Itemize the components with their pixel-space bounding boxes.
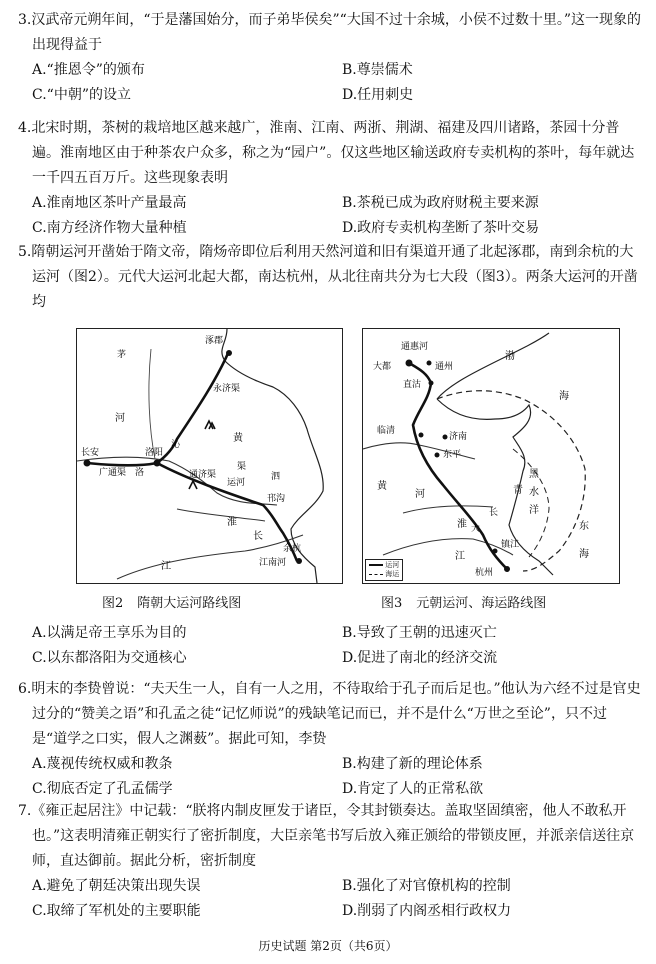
- question-stem: 7.《雍正起居注》中记载：“朕将内制皮匣发于诸臣，令其封锁奏达。盖取坚固缜密，他人不敢私开也。”这表明清雍正朝实行了密折制度，大臣亲笔书写后放入雍正颁给的带锁皮匣，并派亲信送往京师，直达御前。据此分析，密折制度: [18, 803, 635, 869]
- city-yuhang: [296, 558, 302, 564]
- map-label: 海: [579, 549, 589, 560]
- map-label: 运河: [227, 478, 246, 488]
- map-label: 东: [579, 521, 589, 532]
- option-d[interactable]: D.削弱了内阁丞相行政权力: [342, 903, 512, 919]
- figure-number: 图3: [381, 596, 403, 611]
- grand-canal: [409, 363, 507, 569]
- option-d[interactable]: D.任用刺史: [342, 87, 414, 103]
- option-d[interactable]: D.促进了南北的经济交流: [342, 650, 498, 666]
- city-zhuojun: [226, 350, 232, 356]
- option-a[interactable]: A.蔑视传统权威和教条: [32, 756, 173, 772]
- city-zhenjiang: [493, 549, 498, 554]
- huai-river: [177, 509, 265, 521]
- map-label: 江南河: [259, 558, 287, 568]
- question-stem: 4.北宋时期，茶树的栽培地区越来越广，淮南、江南、两浙、荆湖、福建及四川诸路，茶园十分普遍。淮南地区由于种茶农户众多，称之为“园户”。仅这些地区输送政府专卖机构的茶叶，每年就达一千四五百万斤。这些现象表明: [18, 120, 635, 186]
- option-c[interactable]: C.以东都洛阳为交通核心: [32, 650, 187, 666]
- question-3: [14, 8, 642, 108]
- map-label: 涿郡: [205, 336, 224, 346]
- map-label: 水: [529, 487, 539, 498]
- map-label: 临清: [377, 426, 396, 436]
- city-dongping: [435, 453, 440, 458]
- map-label: 长: [253, 531, 263, 542]
- legend-sea-route: 海运: [385, 570, 400, 578]
- map-label: 青: [513, 485, 523, 496]
- option-c[interactable]: C.彻底否定了孔孟儒学: [32, 781, 173, 797]
- figure-title: 隋朝大运河路线图: [137, 596, 242, 611]
- map-label: 余杭: [283, 544, 302, 554]
- city-tongzhou: [427, 361, 432, 366]
- city-hangzhou: [504, 566, 510, 572]
- city-jinan: [443, 435, 448, 440]
- legend-canal: 运河: [385, 561, 400, 569]
- question-stem: 3.汉武帝元朔年间，“于是藩国始分，而子弟毕侯矣”“大国不过十余城，小侯不过数十里。”这一现象的出现得益于: [18, 12, 641, 53]
- map-label: 长: [489, 508, 499, 518]
- map-label: 淮: [227, 517, 237, 528]
- mountain-icon: [189, 481, 197, 489]
- map-label: 通惠河: [401, 342, 429, 352]
- question-5-options: [14, 621, 642, 671]
- map-label: 直沽: [403, 380, 422, 390]
- option-a[interactable]: A.避免了朝廷决策出现失误: [32, 878, 201, 894]
- page-footer: 历史试题 第2页（共6页）: [258, 939, 398, 953]
- map-label: 江: [455, 551, 465, 562]
- map-label: 海: [559, 391, 569, 402]
- map-sui-svg: [77, 329, 342, 583]
- map-label: 永济渠: [213, 384, 241, 394]
- map-yuan-canal-sea-route: [362, 328, 620, 584]
- map-label: 渠: [237, 462, 247, 472]
- map-label: 洋: [529, 505, 539, 516]
- question-6: [14, 677, 642, 802]
- map-label: 江: [161, 561, 171, 572]
- map-label: 黑: [529, 469, 539, 480]
- city-zhigu: [429, 381, 434, 386]
- figure-2-caption: [102, 592, 241, 611]
- figure-3-caption: [381, 592, 546, 611]
- option-b[interactable]: B.茶税已成为政府财税主要来源: [342, 195, 539, 211]
- map-label: 大都: [373, 362, 392, 372]
- map-label: 长安: [81, 448, 100, 458]
- option-b[interactable]: B.尊崇儒术: [342, 62, 413, 78]
- option-b[interactable]: B.导致了王朝的迅速灭亡: [342, 625, 497, 641]
- question-stem: 6.明末的李贽曾说：“夫天生一人，自有一人之用，不待取给于孔子而后足也。”他认为六经不过是官史过分的“赞美之语”和孔孟之徒“记忆师说”的残缺笔记而已，并不是什么“万世之至论”，只不过是“道学之口实，假人之渊薮”。据此可知，李贽: [18, 681, 641, 747]
- figure-number: 图2: [102, 596, 124, 611]
- map-label: 茅: [117, 350, 127, 360]
- figure-title: 元朝运河、海运路线图: [416, 596, 547, 611]
- map-label: 渤: [505, 351, 515, 362]
- map-label: 淮: [457, 519, 467, 530]
- option-c[interactable]: C.取缔了军机处的主要职能: [32, 903, 201, 919]
- map-label: 泗: [271, 472, 281, 482]
- map-label: 沁: [171, 440, 181, 450]
- map-label: 镇江: [501, 540, 520, 550]
- option-d[interactable]: D.肯定了人的正常私欲: [342, 781, 484, 797]
- city-linqing: [419, 433, 424, 438]
- option-b[interactable]: B.强化了对官僚机构的控制: [342, 878, 511, 894]
- map-label: 广通渠: [99, 468, 127, 478]
- map-yuan-svg: [363, 329, 619, 583]
- city-dadu: [406, 360, 413, 367]
- fen-river: [149, 349, 155, 459]
- map-label: 大: [471, 524, 481, 534]
- map-label: 黄: [377, 481, 387, 492]
- map-label: 邗沟: [267, 494, 286, 504]
- city-changan: [84, 460, 91, 467]
- question-7: [14, 799, 642, 924]
- figures-area: [76, 328, 642, 611]
- huai-river: [403, 506, 493, 513]
- map-legend: [365, 559, 403, 581]
- map-label: 通济渠: [189, 470, 217, 480]
- option-a[interactable]: A.“推恩令”的颁布: [32, 62, 145, 78]
- map-label: 洛: [135, 468, 145, 478]
- mountain-icon: [205, 421, 215, 429]
- option-b[interactable]: B.构建了新的理论体系: [342, 756, 483, 772]
- yangtze-river: [117, 535, 303, 579]
- map-label: 洛阳: [145, 448, 164, 458]
- map-label: 东平: [443, 450, 462, 460]
- option-c[interactable]: C.“中朝”的设立: [32, 87, 131, 103]
- option-a[interactable]: A.淮南地区茶叶产量最高: [32, 195, 187, 211]
- question-5: [14, 240, 642, 315]
- map-sui-grand-canal: [76, 328, 343, 584]
- map-label: 河: [115, 413, 125, 424]
- map-label: 杭州: [475, 568, 494, 578]
- option-c[interactable]: C.南方经济作物大量种植: [32, 220, 187, 236]
- map-label: 河: [415, 489, 425, 500]
- question-stem: 5.隋朝运河开凿始于隋文帝，隋炀帝即位后利用天然河道和旧有渠道开通了北起涿郡，南到余杭的大运河（图2）。元代大运河北起大都，南达杭州，从北往南共分为七大段（图3）。两条大运河的开凿均: [18, 244, 638, 310]
- map-label: 通州: [435, 362, 454, 372]
- map-label: 黄: [233, 433, 243, 444]
- map-label: 济南: [449, 432, 468, 442]
- option-d[interactable]: D.政府专卖机构垄断了茶叶交易: [342, 220, 540, 236]
- question-4: [14, 116, 642, 241]
- city-luoyang: [154, 460, 161, 467]
- option-a[interactable]: A.以满足帝王享乐为目的: [32, 625, 187, 641]
